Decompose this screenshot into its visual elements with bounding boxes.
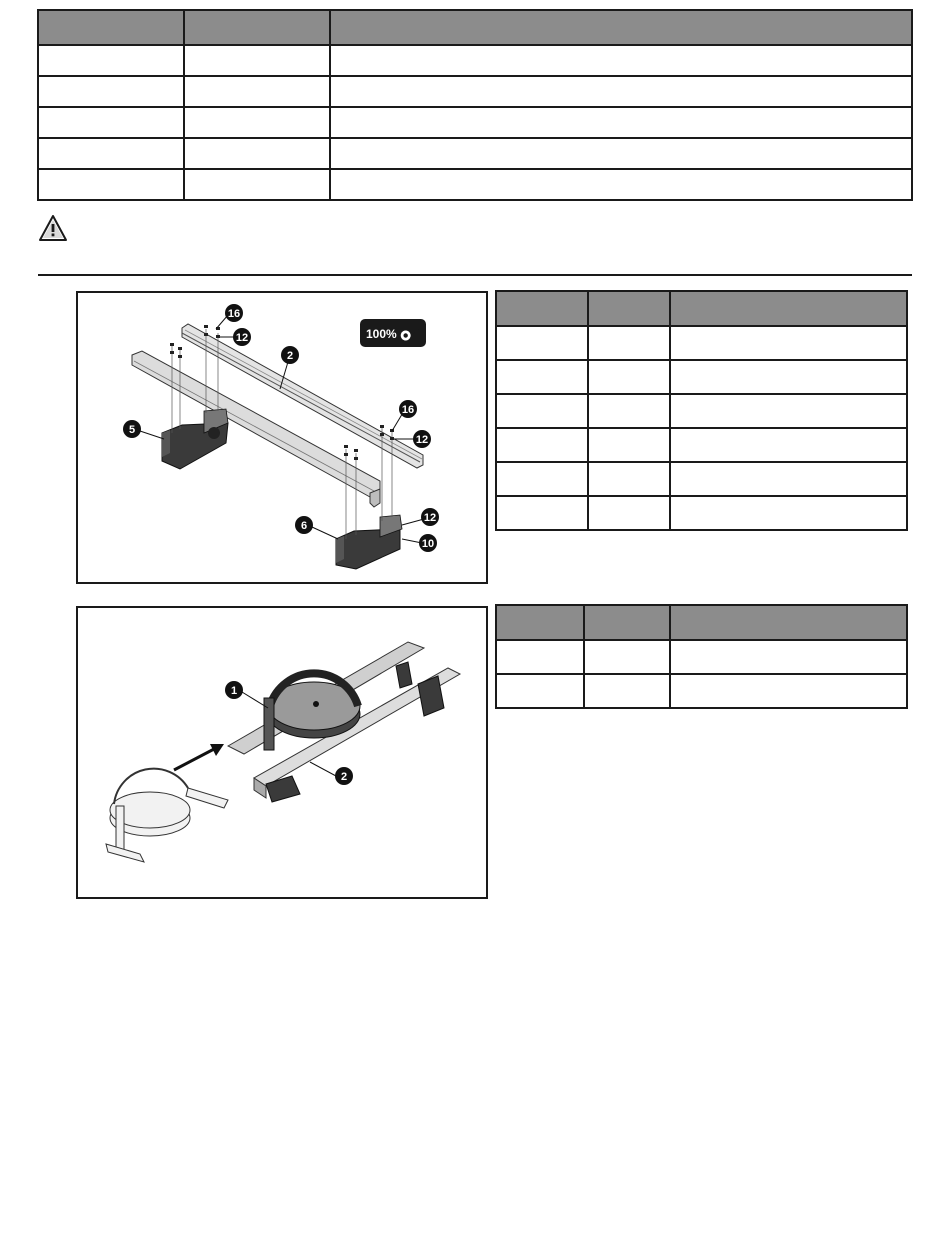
arrow-icon [174,744,224,770]
stabilizer-assembly-illustration [78,293,486,582]
table-row [496,394,907,428]
torque-badge [360,319,426,347]
top-parts-table [37,9,913,201]
svg-text:16: 16 [401,404,415,416]
table-row [38,107,912,138]
svg-text:2: 2 [340,771,348,783]
svg-text:10: 10 [421,538,435,550]
callout-16-rear [225,304,243,322]
table-row [496,640,907,674]
table-row [38,76,912,107]
warning-triangle-icon [38,214,68,242]
table-header-row [38,10,912,45]
callout-16-front [399,400,417,418]
callout-6 [295,516,313,534]
rower-preview-illustration [106,769,228,862]
svg-text:2: 2 [286,350,294,362]
svg-text:100%: 100% [366,327,397,341]
table-row [38,45,912,76]
callout-10 [419,534,437,552]
table-row [496,326,907,360]
step2-figure [76,606,488,899]
callout-1 [225,681,243,699]
svg-text:12: 12 [423,512,437,524]
callout-5 [123,420,141,438]
table-header-row [496,605,907,640]
table-row [496,360,907,394]
frame-assembly-illustration [78,608,486,897]
callout-12-front [413,430,431,448]
table-row [496,462,907,496]
step2-parts-table [495,604,908,709]
callout-2 [281,346,299,364]
svg-text:1: 1 [230,685,238,697]
section-divider [38,274,912,276]
callout-12-rear [233,328,251,346]
table-row [38,169,912,200]
table-header-row [496,291,907,326]
callout-2 [335,767,353,785]
svg-text:12: 12 [235,332,249,344]
table-row [496,428,907,462]
step1-parts-table [495,290,908,531]
svg-text:16: 16 [227,308,241,320]
step1-figure [76,291,488,584]
table-row [496,674,907,708]
callout-12-foot [421,508,439,526]
svg-text:6: 6 [300,520,308,532]
table-row [38,138,912,169]
svg-text:12: 12 [415,434,429,446]
table-row [496,496,907,530]
svg-text:5: 5 [128,424,136,436]
